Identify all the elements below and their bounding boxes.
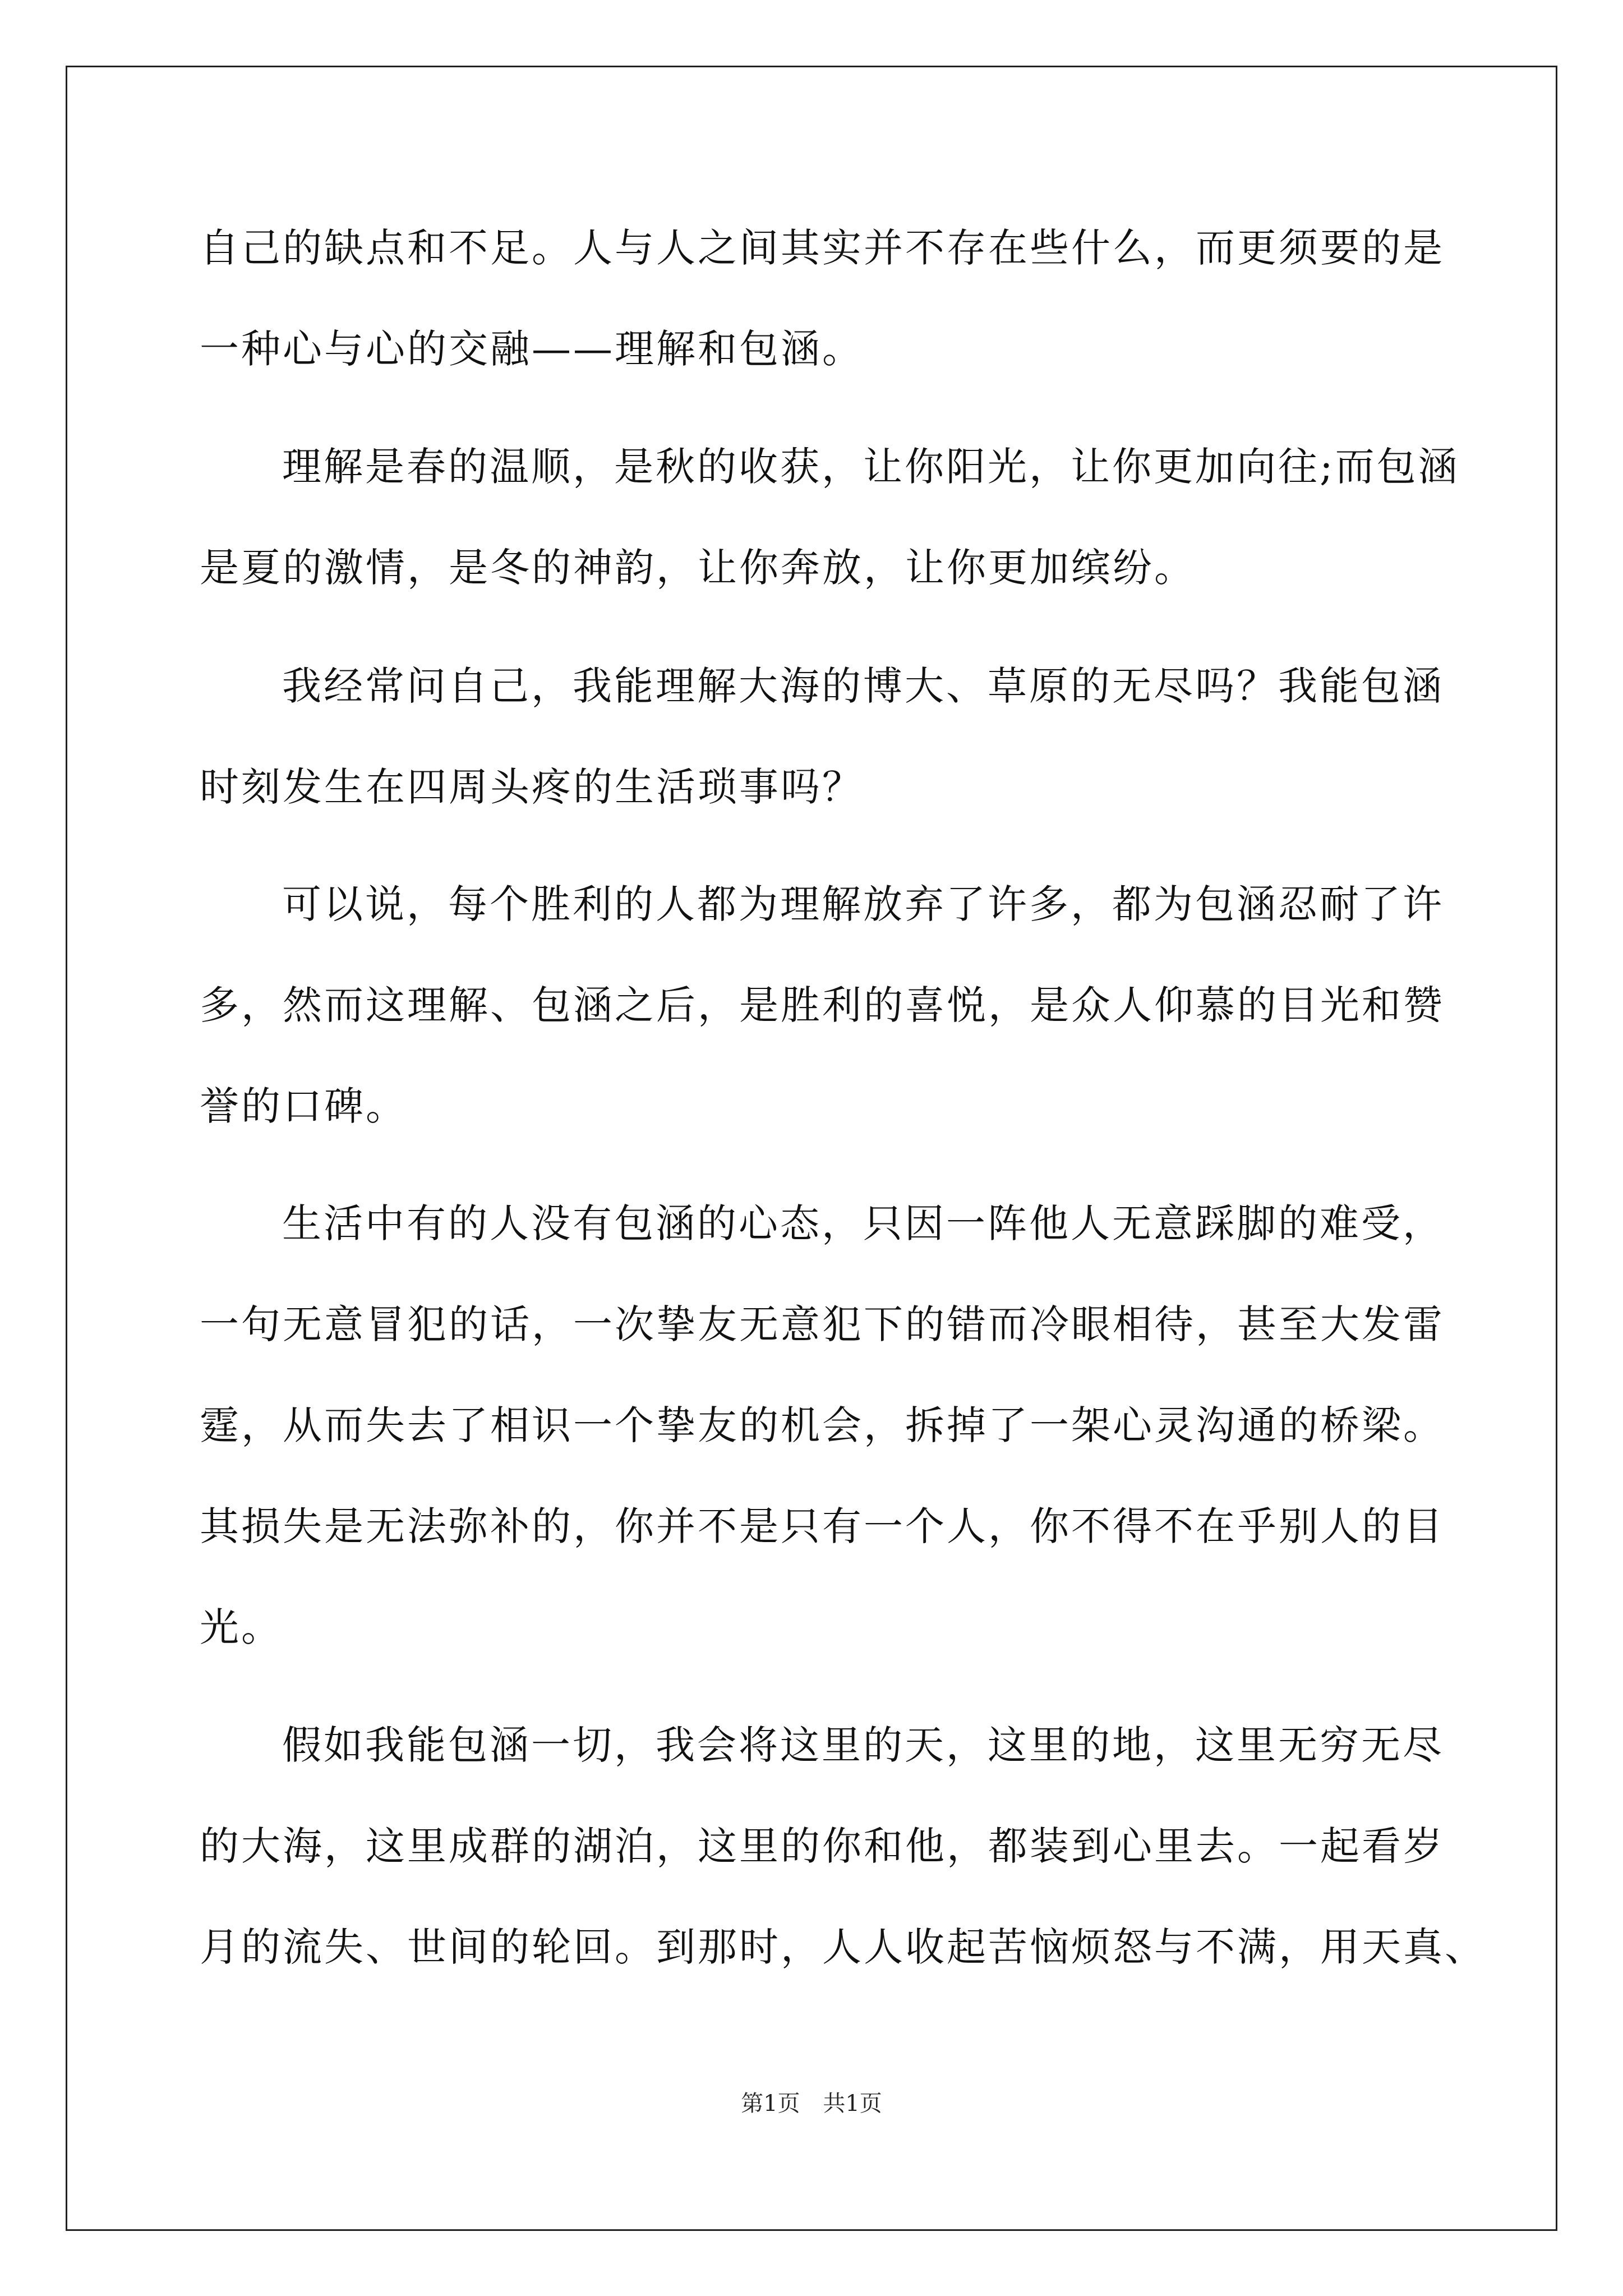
page-footer: [0, 2087, 1623, 2120]
text-line-7: 可以说，每个胜利的人都为理解放弃了许多，都为包涵忍耐了许: [282, 881, 1444, 927]
text-line-6: 时刻发生在四周头疼的生活琐事吗？: [200, 764, 864, 810]
text-line-11: 一句无意冒犯的话，一次挚友无意犯下的错而冷眼相待，甚至大发雷: [200, 1301, 1445, 1347]
text-line-13: 其损失是无法弥补的，你并不是只有一个人，你不得不在乎别人的目: [200, 1503, 1445, 1549]
text-line-1: 自己的缺点和不足。人与人之间其实并不存在些什么，而更须要的是: [200, 225, 1445, 271]
text-line-14: 光。: [200, 1604, 283, 1650]
page-border: [66, 66, 1557, 2231]
text-line-15: 假如我能包涵一切，我会将这里的天，这里的地，这里无穷无尽: [282, 1722, 1444, 1768]
page-total: 共1页: [823, 2091, 882, 2116]
text-line-10: 生活中有的人没有包涵的心态，只因一阵他人无意踩脚的难受，: [282, 1200, 1444, 1246]
text-line-5: 我经常问自己，我能理解大海的博大、草原的无尽吗？我能包涵: [282, 663, 1444, 709]
text-line-3: 理解是春的温顺，是秋的收获，让你阳光，让你更加向往;而包涵: [282, 444, 1460, 490]
text-line-8: 多，然而这理解、包涵之后，是胜利的喜悦，是众人仰慕的目光和赞: [200, 982, 1445, 1028]
text-line-17: 月的流失、世间的轮回。到那时，人人收起苦恼烦怒与不满，用天真、: [200, 1924, 1486, 1970]
page-number: 第1页: [741, 2091, 800, 2116]
text-line-2: 一种心与心的交融——理解和包涵。: [200, 326, 864, 372]
text-line-9: 誉的口碑。: [200, 1083, 407, 1129]
text-line-16: 的大海，这里成群的湖泊，这里的你和他，都装到心里去。一起看岁: [200, 1823, 1445, 1869]
text-line-4: 是夏的激情，是冬的神韵，让你奔放，让你更加缤纷。: [200, 545, 1196, 591]
text-line-12: 霆，从而失去了相识一个挚友的机会，拆掉了一架心灵沟通的桥梁。: [200, 1402, 1445, 1448]
